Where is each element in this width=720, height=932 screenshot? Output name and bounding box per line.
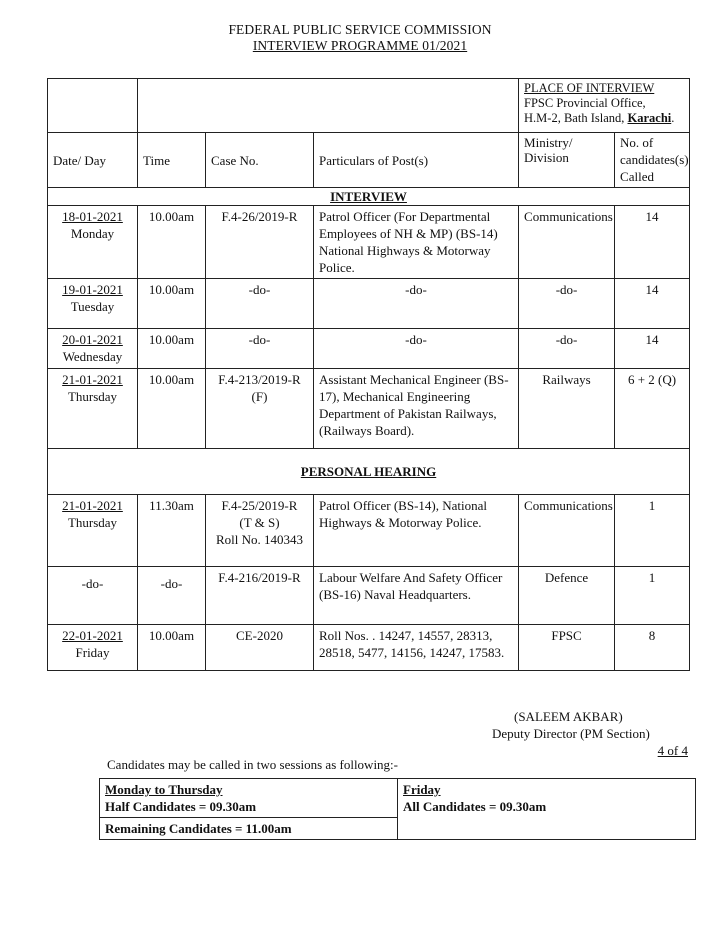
col-date: Date/ Day [48, 133, 138, 188]
day-value: Friday [75, 645, 110, 660]
count-cell: 14 [615, 279, 690, 329]
weekday-half: Half Candidates = 09.30am [105, 799, 257, 814]
case-line: -do- [248, 282, 271, 297]
friday-session-cell [398, 779, 696, 840]
ministry-cell: FPSC [519, 625, 615, 671]
date-value: -do- [81, 576, 104, 591]
day-value: Thursday [67, 515, 118, 530]
date-cell [48, 495, 138, 567]
post-cell: -do- [314, 279, 519, 329]
hearing-rows [48, 495, 690, 671]
case-line: CE-2020 [236, 628, 283, 643]
case-cell [206, 495, 314, 567]
programme-title: INTERVIEW PROGRAMME 01/2021 [252, 38, 468, 53]
table-row [48, 567, 690, 625]
signatory-designation: Deputy Director (PM Section) [492, 726, 650, 741]
sessions-note: Candidates may be called in two sessions as following:- [107, 757, 399, 772]
section-row-interview [48, 188, 690, 206]
post-cell: -do- [314, 329, 519, 369]
count-cell: 8 [615, 625, 690, 671]
date-cell [48, 279, 138, 329]
time-cell: 10.00am [138, 625, 206, 671]
col-time: Time [138, 133, 206, 188]
sessions-table [99, 778, 696, 840]
date-value: 20-01-2021 [62, 332, 123, 347]
signature-block [480, 708, 688, 759]
weekday-session-cell [100, 779, 398, 840]
place-of-interview-cell [519, 79, 690, 133]
time-cell: 10.00am [138, 329, 206, 369]
ministry-cell: Communications [519, 206, 615, 279]
col-post: Particulars of Post(s) [314, 133, 519, 188]
table-row [48, 279, 690, 329]
weekday-remaining: Remaining Candidates = 11.00am [100, 817, 397, 839]
col-count: No. of candidates(s) Called [615, 133, 690, 188]
count-cell: 1 [615, 495, 690, 567]
case-cell [206, 279, 314, 329]
count-cell: 6 + 2 (Q) [615, 369, 690, 449]
time-cell: 10.00am [138, 279, 206, 329]
case-line: F.4-25/2019-R [221, 498, 298, 513]
signatory-name: (SALEEM AKBAR) [514, 709, 623, 724]
day-value: Tuesday [70, 299, 115, 314]
case-line: F.4-213/2019-R [218, 372, 301, 387]
count-cell: 14 [615, 329, 690, 369]
case-line: (T & S) [239, 515, 280, 530]
time-cell: -do- [138, 567, 206, 625]
date-cell [48, 567, 138, 625]
date-value: 21-01-2021 [62, 372, 123, 387]
place-line-2: H.M-2, Bath Island, Karachi. [524, 111, 675, 125]
post-cell: Assistant Mechanical Engineer (BS-17), Mechanical Engineering Department of Pakistan Railways, (Railways Board). [314, 369, 519, 449]
ministry-cell: Communications [519, 495, 615, 567]
post-cell: Patrol Officer (For Departmental Employees of NH & MP) (BS-14) National Highways & Motorway Police. [314, 206, 519, 279]
case-line: -do- [248, 332, 271, 347]
case-cell [206, 625, 314, 671]
weekday-heading: Monday to Thursday [105, 782, 223, 797]
friday-all: All Candidates = 09.30am [403, 799, 547, 814]
place-line-1: FPSC Provincial Office, [524, 96, 646, 110]
section-row-hearing [48, 449, 690, 495]
post-cell: Patrol Officer (BS-14), National Highways & Motorway Police. [314, 495, 519, 567]
date-cell [48, 329, 138, 369]
place-heading: PLACE OF INTERVIEW [524, 81, 655, 95]
time-cell: 11.30am [138, 495, 206, 567]
document-header [0, 22, 720, 54]
page-number: 4 of 4 [657, 743, 688, 758]
date-cell [48, 369, 138, 449]
ministry-cell: Railways [519, 369, 615, 449]
date-value: 18-01-2021 [62, 209, 123, 224]
day-value: Wednesday [62, 349, 123, 364]
table-row [48, 329, 690, 369]
date-value: 21-01-2021 [62, 498, 123, 513]
case-line: (F) [251, 389, 268, 404]
col-case: Case No. [206, 133, 314, 188]
case-cell [206, 567, 314, 625]
ministry-cell: Defence [519, 567, 615, 625]
day-value: Monday [70, 226, 115, 241]
commission-title: FEDERAL PUBLIC SERVICE COMMISSION [228, 22, 492, 37]
time-cell: 10.00am [138, 369, 206, 449]
ministry-cell: -do- [519, 279, 615, 329]
case-cell [206, 369, 314, 449]
case-line: Roll No. 140343 [215, 532, 304, 547]
case-cell [206, 206, 314, 279]
count-cell: 14 [615, 206, 690, 279]
section-title-hearing: PERSONAL HEARING [48, 449, 690, 495]
friday-heading: Friday [403, 782, 441, 797]
post-cell: Roll Nos. . 14247, 14557, 28313, 28518, 5477, 14156, 14247, 17583. [314, 625, 519, 671]
interview-schedule-table [47, 78, 690, 671]
table-row [48, 206, 690, 279]
post-cell: Labour Welfare And Safety Officer (BS-16) Naval Headquarters. [314, 567, 519, 625]
ministry-cell: -do- [519, 329, 615, 369]
sessions-row [100, 779, 696, 840]
count-cell: 1 [615, 567, 690, 625]
case-line: F.4-216/2019-R [218, 570, 301, 585]
date-value: 22-01-2021 [62, 628, 123, 643]
date-value: 19-01-2021 [62, 282, 123, 297]
date-cell [48, 206, 138, 279]
place-row [48, 79, 690, 133]
day-value: Thursday [67, 389, 118, 404]
table-row [48, 495, 690, 567]
case-cell [206, 329, 314, 369]
section-title-interview: INTERVIEW [48, 188, 690, 206]
col-ministry: Ministry/ Division [519, 133, 615, 188]
date-cell [48, 625, 138, 671]
place-city: Karachi [627, 111, 672, 125]
case-line: F.4-26/2019-R [221, 209, 298, 224]
time-cell: 10.00am [138, 206, 206, 279]
interview-rows [48, 206, 690, 449]
column-header-row [48, 133, 690, 188]
table-row [48, 369, 690, 449]
table-row [48, 625, 690, 671]
